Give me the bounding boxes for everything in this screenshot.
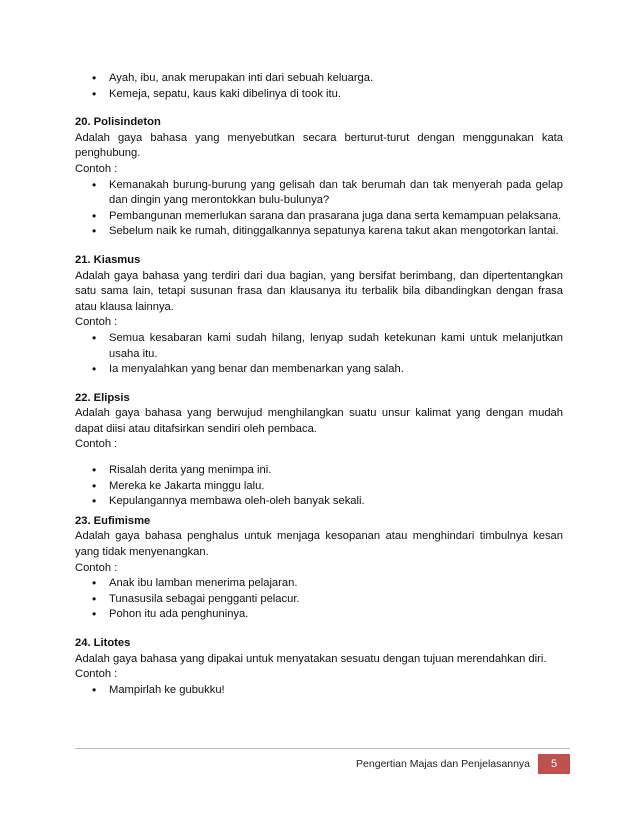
example-list xyxy=(75,576,563,623)
list-item: • Tunasusila sebagai pengganti pelacur. xyxy=(75,592,563,608)
section-description: Adalah gaya bahasa yang berwujud menghilangkan suatu unsur kalimat yang dengan mudah dapat diisi atau ditafsirkan sendiri oleh pembaca. xyxy=(75,407,563,435)
section-litotes xyxy=(75,636,563,698)
page-footer xyxy=(356,754,570,774)
list-item: • Pembangunan memerlukan sarana dan prasarana juga dana serta kemampuan pelaksana. xyxy=(75,209,563,225)
example-label: Contoh : xyxy=(75,162,118,175)
section-heading: 22. Elipsis xyxy=(75,391,130,404)
example-list xyxy=(75,463,563,510)
example-label: Contoh : xyxy=(75,561,118,574)
list-item: • Ayah, ibu, anak merupakan inti dari sebuah keluarga. xyxy=(75,71,563,87)
list-item: • Pohon itu ada penghuninya. xyxy=(75,607,563,623)
example-label: Contoh : xyxy=(75,438,118,451)
section-heading: 23. Eufimisme xyxy=(75,514,151,527)
example-label: Contoh : xyxy=(75,668,118,681)
page-number-badge: 5 xyxy=(538,754,570,774)
list-item: • Mampirlah ke gubukku! xyxy=(75,683,563,699)
example-list xyxy=(75,683,563,699)
example-list xyxy=(75,331,563,378)
section-heading: 24. Litotes xyxy=(75,637,131,649)
intro-bullet-list xyxy=(75,71,563,102)
section-heading: 21. Kiasmus xyxy=(75,253,141,266)
section-description: Adalah gaya bahasa yang dipakai untuk menyatakan sesuatu dengan tujuan merendahkan diri. xyxy=(75,652,547,665)
section-elipsis xyxy=(75,391,563,510)
list-item: • Kemeja, sepatu, kaus kaki dibelinya di took itu. xyxy=(75,87,563,103)
example-label: Contoh : xyxy=(75,316,118,329)
list-item: • Risalah derita yang menimpa ini. xyxy=(75,463,563,479)
footer-divider xyxy=(75,748,570,749)
section-kiasmus xyxy=(75,253,563,378)
footer-title: Pengertian Majas dan Penjelasannya xyxy=(356,758,530,770)
list-item: • Sebelum naik ke rumah, ditinggalkannya sepatunya karena takut akan mengotorkan lantai. xyxy=(75,224,563,240)
section-description: Adalah gaya bahasa penghalus untuk menjaga kesopanan atau menghindari timbulnya kesan yang tidak menyenangkan. xyxy=(75,530,563,559)
section-description: Adalah gaya bahasa yang menyebutkan secara berturut-turut dengan menggunakan kata penghubung. xyxy=(75,131,563,160)
example-list xyxy=(75,178,563,240)
section-heading: 20. Polisindeton xyxy=(75,116,161,129)
spacer xyxy=(75,453,563,463)
section-polisindeton xyxy=(75,115,563,240)
section-description: Adalah gaya bahasa yang terdiri dari dua bagian, yang bersifat berimbang, dan dipertentangkan satu sama lain, tetapi susunan frasa dan klausanya itu terbalik bila dibandingkan dengan frasa atau klausa lainnya. xyxy=(75,269,563,313)
list-item: • Kepulangannya membawa oleh-oleh banyak sekali. xyxy=(75,494,563,510)
document-body xyxy=(75,71,563,698)
list-item: • Mereka ke Jakarta minggu lalu. xyxy=(75,479,563,495)
list-item: • Anak ibu lamban menerima pelajaran. xyxy=(75,576,563,592)
list-item: • Ia menyalahkan yang benar dan membenarkan yang salah. xyxy=(75,362,563,378)
list-item: • Semua kesabaran kami sudah hilang, lenyap sudah ketekunan kami untuk melanjutkan usaha itu. xyxy=(75,331,563,362)
list-item: • Kemanakah burung-burung yang gelisah dan tak berumah dan tak menyerah pada gelap dan dingin yang merontokkan bulu-bulunya? xyxy=(75,178,563,209)
section-eufimisme xyxy=(75,514,563,623)
